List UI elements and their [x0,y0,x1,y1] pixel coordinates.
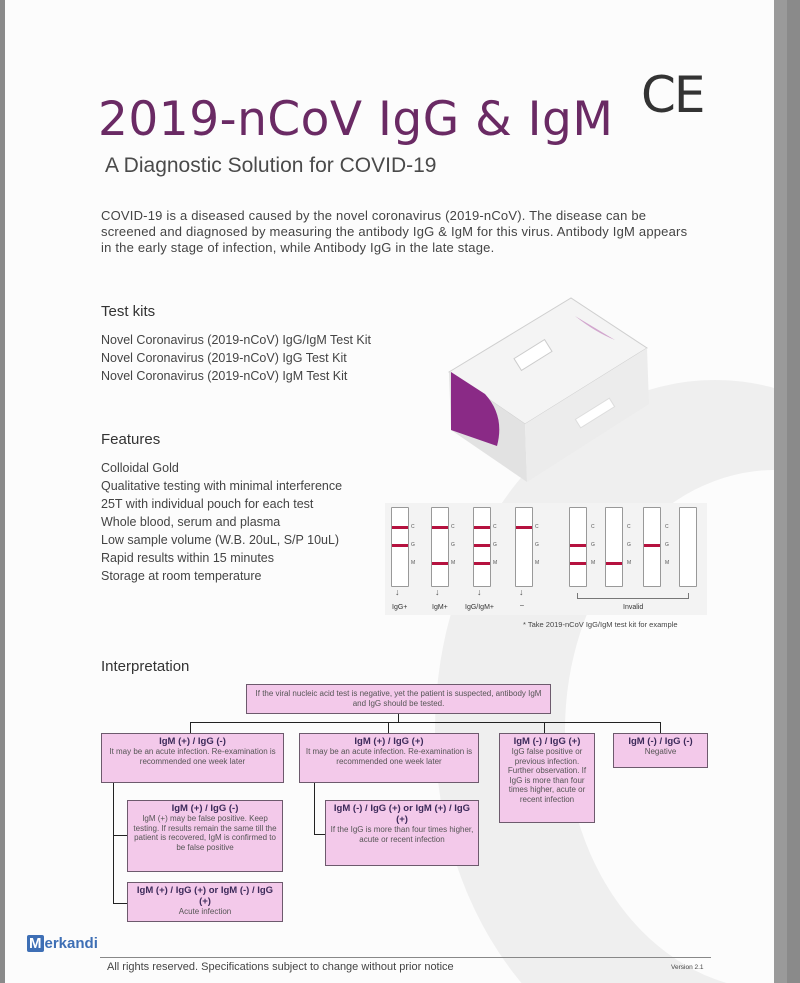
intro-paragraph: COVID-19 is a diseased caused by the novel coronavirus (2019-nCoV). The disease can be screened and diagnosed by measuring the antibody IgG & IgM for this virus. Antibody IgM appears in the early stage of infection, while Antibody IgG in the late stage. [101,208,688,255]
igm-band [474,562,490,565]
result-text: IgG false positive or previous infection. Further observation. If IgG is more than four times higher, acute or recent infection [507,747,587,804]
test-strip-examples [385,503,707,615]
igg-band [392,544,408,547]
band-letter-c: C [591,524,595,530]
band-letter-c: C [627,524,631,530]
result-text: It may be an acute infection. Re-examination is recommended one week later [305,747,473,766]
connector-line [388,722,389,733]
list-item: Storage at room temperature [101,569,262,583]
test-kits-heading: Test kits [101,303,156,320]
interpretation-root-box [246,684,551,714]
followup-text: IgM (+) may be false positive. Keep testing. If results remain the same till the patient is recovered, IgM is confirmed to be false positive [133,814,277,852]
band-letter-g: G [665,542,669,548]
footer-rights: All rights reserved. Specifications subject to change without prior notice [107,961,454,973]
list-item: Qualitative testing with minimal interference [101,479,343,493]
connector-line [113,835,127,836]
band-letter-g: G [627,542,631,548]
list-item: Colloidal Gold [101,461,179,475]
result-box-igm-pos-igg-pos [299,733,479,783]
strip-footnote: * Take 2019-nCoV IgG/IgM test kit for example [523,620,678,629]
band-letter-c: C [493,524,497,530]
followup-text: If the IgG is more than four times higher, acute or recent infection [330,825,474,844]
control-band [516,526,532,529]
connector-line [190,722,661,723]
band-letter-m: M [665,560,670,566]
connector-line [660,722,661,733]
result-box-igm-neg-igg-pos [499,733,595,823]
band-letter-g: G [591,542,595,548]
followup-text: Acute infection [178,907,232,916]
result-text: Negative [644,747,677,756]
igm-band [570,562,586,565]
control-band [432,526,448,529]
band-letter-m: M [627,560,632,566]
result-box-negative [613,733,708,768]
strip-label: IgG/IgM+ [465,604,494,611]
strip-invalid-2 [605,507,623,587]
flyer-page [5,0,787,983]
connector-line [544,722,545,733]
list-item: Novel Coronavirus (2019-nCoV) IgG Test Kit [101,351,347,365]
strip-negative [515,507,533,587]
page-edge [774,0,787,983]
down-arrow-icon: ↓ [519,587,524,597]
followup-title: IgM (+) / IgG (-) [171,803,239,814]
interpretation-heading: Interpretation [101,658,190,675]
result-title: IgM (+) / IgG (-) [159,736,226,747]
band-letter-c: C [535,524,539,530]
connector-line [314,783,315,835]
result-text: It may be an acute infection. Re-examination is recommended one week later [109,747,276,766]
strip-igm-positive [431,507,449,587]
control-band [474,526,490,529]
band-letter-m: M [411,560,416,566]
strip-label: IgM+ [432,604,448,611]
strip-invalid-1 [569,507,587,587]
followup-box-acute [127,882,283,922]
igm-band [606,562,622,565]
list-item: Rapid results within 15 minutes [101,551,274,565]
down-arrow-icon: ↓ [477,587,482,597]
followup-title: IgM (-) / IgG (+) or IgM (+) / IgG (+) [333,803,471,825]
features-list [101,459,342,585]
strip-label: – [520,602,524,609]
band-letter-c: C [665,524,669,530]
down-arrow-icon: ↓ [395,587,400,597]
band-letter-m: M [451,560,456,566]
page-title: 2019-nCoV IgG & IgM [98,92,614,147]
product-box-image [445,296,651,484]
root-text: If the viral nucleic acid test is negative, yet the patient is suspected, antibody IgM and IgG should be tested. [255,689,542,708]
igg-band [570,544,586,547]
test-kits-list [101,331,371,385]
down-arrow-icon: ↓ [435,587,440,597]
band-letter-c: C [411,524,415,530]
list-item: Low sample volume (W.B. 20uL, S/P 10uL) [101,533,340,547]
strip-label: Invalid [623,604,644,611]
band-letter-g: G [411,542,415,548]
features-heading: Features [101,431,161,448]
list-item: Whole blood, serum and plasma [101,515,281,529]
result-title: IgM (-) / IgG (+) [513,736,581,747]
control-band [392,526,408,529]
connector-line [113,903,127,904]
strip-invalid-4 [679,507,697,587]
strip-label: IgG+ [392,604,408,611]
result-title: IgM (+) / IgG (+) [354,736,424,747]
band-letter-m: M [591,560,596,566]
band-letter-g: G [535,542,539,548]
page-subtitle: A Diagnostic Solution for COVID-19 [105,154,437,177]
merkandi-logo: M erkandi [29,935,98,952]
strip-igg-positive [391,507,409,587]
strip-invalid-3 [643,507,661,587]
connector-line [113,783,114,903]
band-letter-c: C [451,524,455,530]
followup-title: IgM (+) / IgG (+) or IgM (-) / IgG (+) [136,885,274,907]
connector-line [398,714,399,722]
band-letter-m: M [535,560,540,566]
result-title: IgM (-) / IgG (-) [628,736,693,747]
version-label: Version 2.1 [671,964,704,971]
result-box-igm-pos-igg-neg [101,733,284,783]
footer-divider [100,957,711,958]
ce-mark: CE [641,66,704,124]
list-item: Novel Coronavirus (2019-nCoV) IgG/IgM Test Kit [101,333,372,347]
list-item: Novel Coronavirus (2019-nCoV) IgM Test Kit [101,369,348,383]
igg-band [474,544,490,547]
igg-band [644,544,660,547]
band-letter-m: M [493,560,498,566]
strip-igg-igm-positive [473,507,491,587]
list-item: 25T with individual pouch for each test [101,497,314,511]
connector-line [190,722,191,733]
invalid-bracket [577,593,689,599]
band-letter-g: G [451,542,455,548]
igm-band [432,562,448,565]
followup-box-igm-pos-igg-neg [127,800,283,872]
followup-box-igg-pos [325,800,479,866]
band-letter-g: G [493,542,497,548]
